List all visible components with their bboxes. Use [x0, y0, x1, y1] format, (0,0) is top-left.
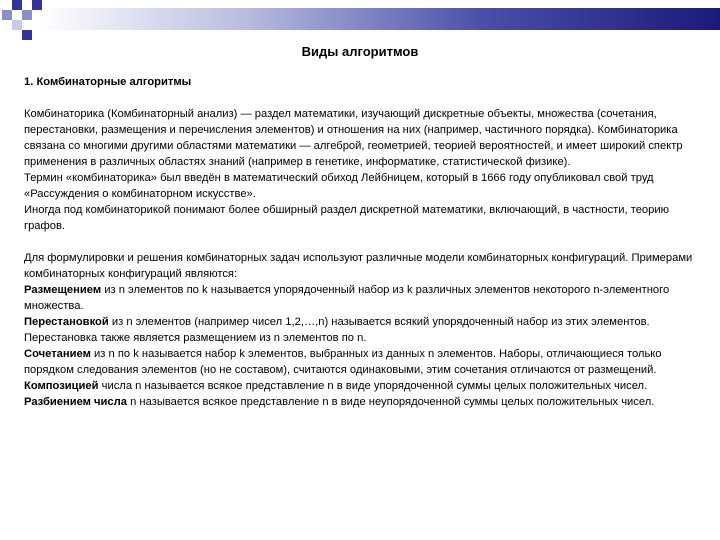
spacer — [24, 90, 696, 106]
intro-paragraph: Иногда под комбинаторикой понимают более обширный раздел дискретной математики, включающий, в частности, теорию графов. — [24, 204, 669, 232]
header-gradient-bar — [40, 8, 720, 30]
configurations-intro: Для формулировки и решения комбинаторных задач используют различные модели комбинаторных конфигураций. Примерами комбинаторных конфигураций являются: — [24, 252, 693, 280]
definition-item — [24, 394, 696, 410]
definition-text: из n элементов (например чисел 1,2,…,n) называется всякий упорядоченный набор из этих элементов. Перестановка также является размещением из n элементов по n. — [24, 316, 650, 344]
slide-title: Виды алгоритмов — [301, 44, 419, 59]
decor-square — [22, 30, 32, 40]
decor-square — [12, 20, 22, 30]
decorative-header-band — [0, 0, 720, 40]
definition-term: Сочетанием — [24, 348, 91, 360]
definition-term: Перестановкой — [24, 316, 109, 328]
definition-item — [24, 346, 696, 378]
decor-square — [12, 0, 22, 10]
decor-square — [2, 10, 12, 20]
spacer — [24, 234, 696, 250]
definition-text: числа n называется всякое представление n в виде упорядоченной суммы целых положительных чисел. — [98, 380, 648, 392]
section-heading: 1. Комбинаторные алгоритмы — [24, 76, 192, 88]
definition-text: из n элементов по k называется упорядоченный набор из k различных элементов некоторого n-элементного множества. — [24, 284, 670, 312]
definition-item — [24, 314, 696, 346]
definition-text: из n по k называется набор k элементов, выбранных из данных n элементов. Наборы, отличающиеся только порядком следования элементов (но не составом), считаются одинаковыми, этим сочетания отличаются от размещений. — [24, 348, 662, 376]
decor-square — [32, 0, 42, 10]
definition-term: Размещением — [24, 284, 102, 296]
intro-paragraph: Комбинаторика (Комбинаторный анализ) — раздел математики, изучающий дискретные объекты, множества (сочетания, перестановки, размещения и перечисления элементов) и отношения на них (например, частичного порядка). Комбинаторика связана со многими другими областями математики — алгеброй, геометрией, теорией вероятностей, и имеет широкий спектр применения в различных областях знаний (например в генетике, информатике, статистической физике). — [24, 108, 683, 168]
definition-item — [24, 282, 696, 314]
definition-text: n называется всякое представление n в виде неупорядоченной суммы целых положительных чисел. — [126, 396, 655, 408]
decor-square — [22, 10, 32, 20]
definition-term: Разбиением числа — [24, 396, 127, 408]
definition-term: Композицией — [24, 380, 99, 392]
definition-item — [24, 378, 696, 394]
intro-paragraph: Термин «комбинаторика» был введён в математический обиход Лейбницем, который в 1666 году опубликовал свой труд «Рассуждения о комбинаторном искусстве». — [24, 172, 654, 200]
slide-body — [24, 74, 696, 410]
